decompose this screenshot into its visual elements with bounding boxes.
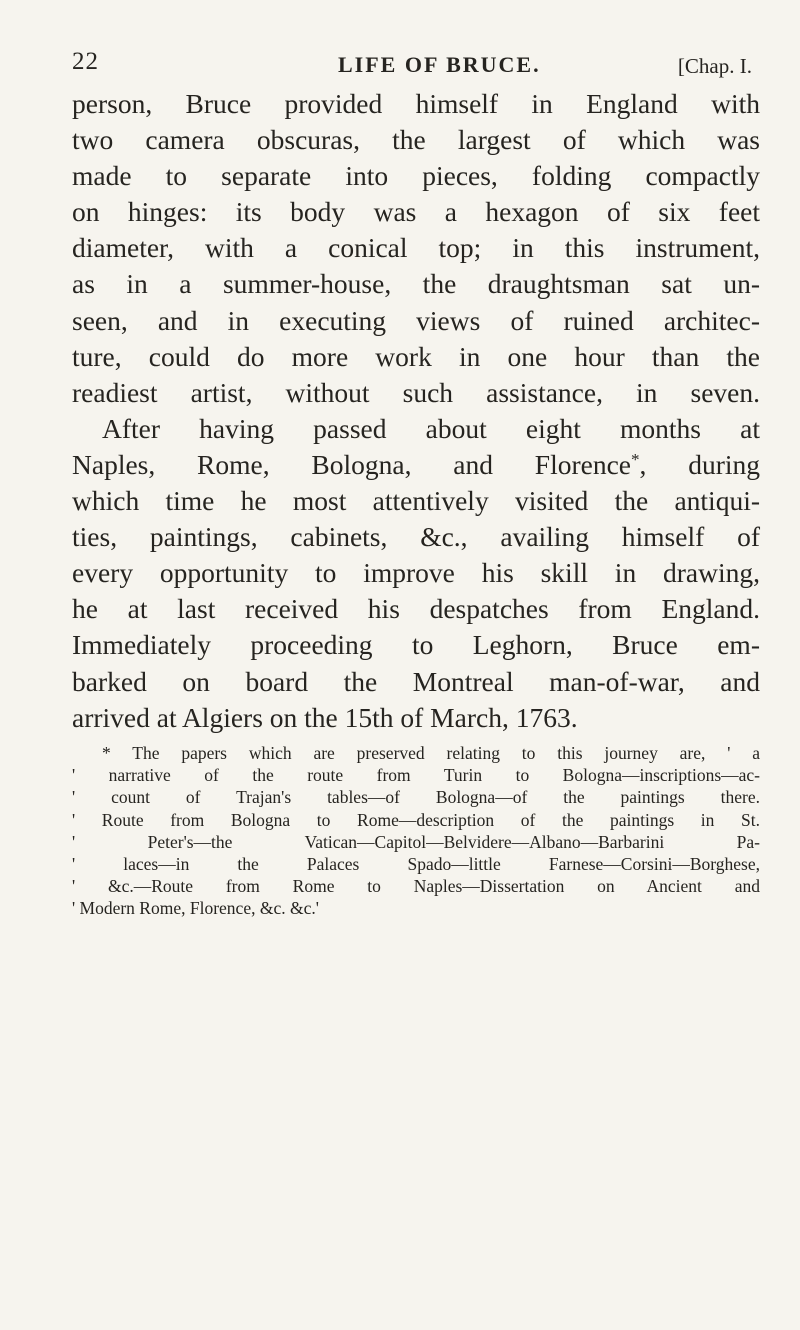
footnote-reference-marker: * bbox=[631, 449, 640, 469]
body-line: he at last received his despatches from England. bbox=[72, 593, 760, 625]
body-line-text: Naples, Rome, Bologna, and Florence bbox=[72, 448, 632, 480]
footnote-line: ' narrative of the route from Turin to Bologna—inscriptions—ac- bbox=[72, 765, 760, 786]
body-line: ties, paintings, cabinets, &c., availing himself of bbox=[72, 521, 760, 553]
body-line: as in a summer-house, the draughtsman sat un- bbox=[72, 268, 760, 300]
body-line: two camera obscuras, the largest of which was bbox=[72, 124, 760, 156]
body-line: diameter, with a conical top; in this instrument, bbox=[72, 232, 760, 264]
body-text bbox=[72, 86, 760, 736]
page-number: 22 bbox=[72, 48, 99, 75]
footnote-line: ' Route from Bologna to Rome—description of the paintings in St. bbox=[72, 809, 760, 830]
body-line: every opportunity to improve his skill in drawing, bbox=[72, 557, 760, 589]
footnote-line: ' laces—in the Palaces Spado—little Farnese—Corsini—Borghese, bbox=[72, 853, 760, 874]
footnote-line: ' Modern Rome, Florence, &c. &c.' bbox=[72, 898, 319, 919]
body-line: ture, could do more work in one hour than the bbox=[72, 340, 760, 372]
body-line: Immediately proceeding to Leghorn, Bruce em- bbox=[72, 629, 760, 661]
body-line: After having passed about eight months at bbox=[102, 412, 760, 444]
footnote-line: * The papers which are preserved relating to this journey are, ' a bbox=[102, 743, 760, 763]
body-line: which time he most attentively visited the antiqui- bbox=[72, 485, 760, 517]
body-line: made to separate into pieces, folding compactly bbox=[72, 160, 760, 192]
footnote bbox=[72, 742, 760, 920]
running-head bbox=[72, 48, 760, 84]
chapter-reference: [Chap. I. bbox=[677, 54, 752, 78]
body-line-with-footnote-ref bbox=[72, 447, 760, 483]
body-line: person, Bruce provided himself in England with bbox=[72, 88, 760, 119]
body-line: readiest artist, without such assistance, in seven. bbox=[72, 376, 760, 408]
body-line: seen, and in executing views of ruined architec- bbox=[72, 304, 760, 336]
footnote-line: ' Peter's—the Vatican—Capitol—Belvidere—Albano—Barbarini Pa- bbox=[72, 831, 760, 852]
footnote-line: ' count of Trajan's tables—of Bologna—of the paintings there. bbox=[72, 787, 760, 808]
running-title: LIFE OF BRUCE. bbox=[338, 52, 541, 77]
body-line: barked on board the Montreal man-of-war, and bbox=[72, 665, 760, 697]
body-line: arrived at Algiers on the 15th of March, 1763. bbox=[72, 701, 578, 733]
footnote-line: ' &c.—Route from Rome to Naples—Dissertation on Ancient and bbox=[72, 876, 760, 897]
body-line: on hinges: its body was a hexagon of six feet bbox=[72, 196, 760, 228]
body-line-text-continued: , during bbox=[639, 448, 760, 480]
